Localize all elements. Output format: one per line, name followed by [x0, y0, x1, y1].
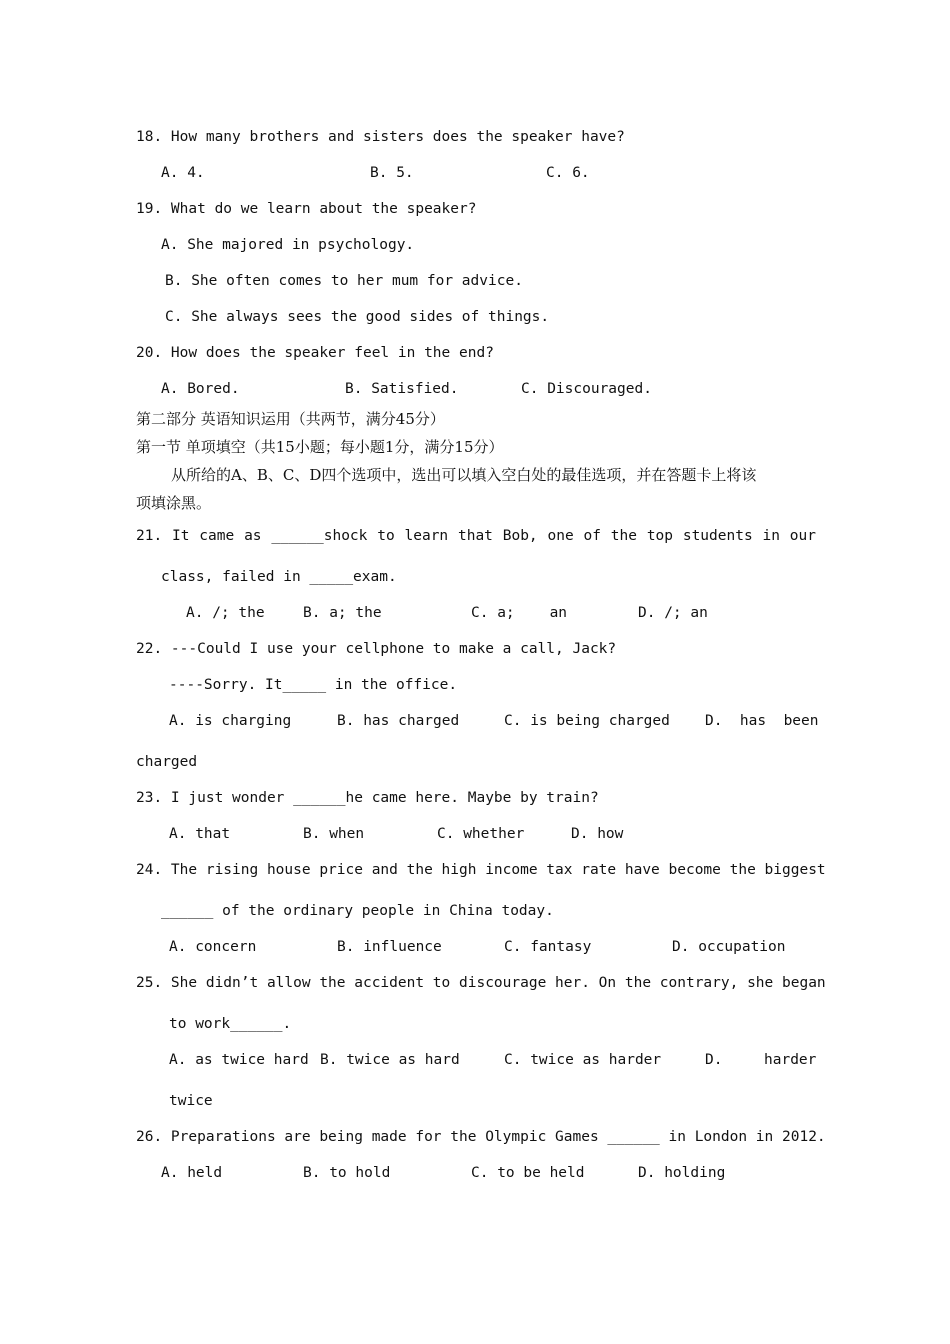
- question-25-stem-line1: 25. She didn’t allow the accident to discourage her. On the contrary, she began: [136, 975, 826, 991]
- question-22-option-d: D. has been: [705, 713, 819, 729]
- question-26-option-b: B. to hold: [303, 1165, 391, 1181]
- question-22-option-c: C. is being charged: [504, 713, 670, 729]
- question-24-stem-line1: 24. The rising house price and the high income tax rate have become the biggest: [136, 862, 826, 878]
- question-20-option-a: A. Bored.: [161, 381, 240, 397]
- question-23-stem: 23. I just wonder ______he came here. Maybe by train?: [136, 790, 599, 806]
- question-26-stem: 26. Preparations are being made for the Olympic Games ______ in London in 2012.: [136, 1129, 826, 1145]
- question-23-option-d: D. how: [571, 826, 624, 842]
- question-23-option-b: B. when: [303, 826, 365, 842]
- question-25-option-d-label: D.: [705, 1052, 723, 1068]
- question-26-option-c: C. to be held: [471, 1165, 585, 1181]
- question-24-option-b: B. influence: [337, 939, 442, 955]
- question-22-option-d-continued: charged: [136, 754, 198, 770]
- section-instructions-line1: 从所给的A、B、C、D四个选项中，选出可以填入空白处的最佳选项，并在答题卡上将该: [171, 466, 757, 484]
- question-22-line2: ----Sorry. It_____ in the office.: [169, 677, 458, 693]
- question-19-stem: 19. What do we learn about the speaker?: [136, 201, 477, 217]
- question-21-option-a: A. /; the: [186, 605, 265, 621]
- question-19-option-b: B. She often comes to her mum for advice.: [165, 273, 523, 289]
- question-21-option-c: C. a; an: [471, 605, 568, 621]
- question-24-stem-line2: ______ of the ordinary people in China today.: [161, 903, 554, 919]
- section-subtitle: 第一节 单项填空（共15小题；每小题1分，满分15分）: [136, 438, 504, 456]
- question-18-stem: 18. How many brothers and sisters does the speaker have?: [136, 129, 625, 145]
- question-21-stem-line2: class, failed in _____exam.: [161, 569, 397, 585]
- section-part-title: 第二部分 英语知识运用（共两节，满分45分）: [136, 410, 445, 428]
- question-21-stem-line1: 21. It came as ______shock to learn that Bob, one of the top students in our: [136, 528, 816, 544]
- question-22-line1: 22. ---Could I use your cellphone to make a call, Jack?: [136, 641, 617, 657]
- question-21-option-b: B. a; the: [303, 605, 382, 621]
- question-21-option-d: D. /; an: [638, 605, 708, 621]
- question-26-option-a: A. held: [161, 1165, 223, 1181]
- question-25-option-d-continued: twice: [169, 1093, 213, 1109]
- question-23-option-a: A. that: [169, 826, 231, 842]
- question-25-option-a: A. as twice hard: [169, 1052, 309, 1068]
- question-26-option-d: D. holding: [638, 1165, 726, 1181]
- question-20-option-b: B. Satisfied.: [345, 381, 459, 397]
- question-20-option-c: C. Discouraged.: [521, 381, 652, 397]
- question-25-option-d-word: harder: [764, 1052, 817, 1068]
- question-24-option-c: C. fantasy: [504, 939, 592, 955]
- question-18-option-a: A. 4.: [161, 165, 205, 181]
- question-25-option-c: C. twice as harder: [504, 1052, 662, 1068]
- question-25-stem-line2: to work______.: [169, 1016, 292, 1032]
- question-19-option-c: C. She always sees the good sides of things.: [165, 309, 550, 325]
- question-18-option-c: C. 6.: [546, 165, 590, 181]
- question-18-option-b: B. 5.: [370, 165, 414, 181]
- question-19-option-a: A. She majored in psychology.: [161, 237, 415, 253]
- question-22-option-b: B. has charged: [337, 713, 460, 729]
- question-25-option-b: B. twice as hard: [320, 1052, 460, 1068]
- question-24-option-d: D. occupation: [672, 939, 786, 955]
- section-instructions-line2: 项填涂黑。: [136, 494, 212, 512]
- question-20-stem: 20. How does the speaker feel in the end?: [136, 345, 494, 361]
- question-23-option-c: C. whether: [437, 826, 525, 842]
- question-24-option-a: A. concern: [169, 939, 257, 955]
- question-22-option-a: A. is charging: [169, 713, 292, 729]
